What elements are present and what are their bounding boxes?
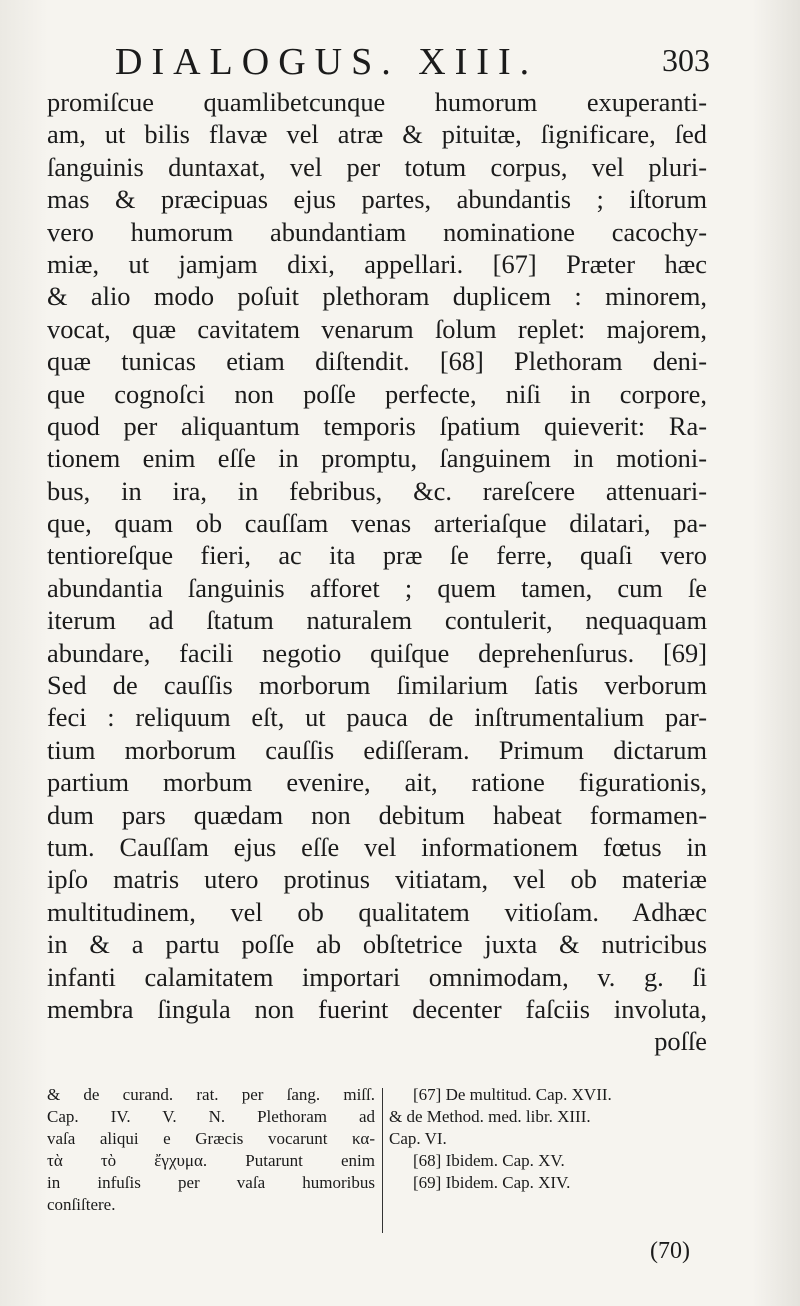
text-line: Sed de cauſſis morborum ſimilarium ſatis verborum bbox=[47, 670, 707, 701]
footnotes-right-column bbox=[389, 1084, 709, 1194]
text-line: que, quam ob cauſſam venas arteriaſque dilatari, pa- bbox=[47, 508, 707, 539]
footnote-line: Cap. IV. V. N. Plethoram ad bbox=[47, 1107, 375, 1126]
text-line: miæ, ut jamjam dixi, appellari. [67] Præter hæc bbox=[47, 248, 707, 279]
footnote-line: vaſa aliqui e Græcis vocarunt κα- bbox=[47, 1129, 375, 1148]
footnote-line: conſiſtere. bbox=[47, 1195, 116, 1214]
text-line: tentioreſque fieri, ac ita præ ſe ferre, quaſi vero bbox=[47, 540, 707, 571]
text-line: tionem enim eſſe in promptu, ſanguinem in motioni- bbox=[47, 443, 707, 474]
footnote-column-divider bbox=[382, 1088, 383, 1233]
text-line: & alio modo poſuit plethoram duplicem : minorem, bbox=[47, 281, 707, 312]
text-line: ipſo matris utero protinus vitiatam, vel ob materiæ bbox=[47, 864, 707, 895]
footnotes-left-column bbox=[47, 1084, 375, 1216]
footnote-line: [67] De multitud. Cap. XVII. bbox=[413, 1085, 612, 1104]
text-line: am, ut bilis flavæ vel atræ & pituitæ, ſignificare, ſed bbox=[47, 119, 707, 150]
text-line: que cognoſci non poſſe perfecte, niſi in corpore, bbox=[47, 378, 707, 409]
text-line: abundantia ſanguinis afforet ; quem tamen, cum ſe bbox=[47, 572, 707, 603]
text-line: iterum ad ſtatum naturalem contulerit, nequaquam bbox=[47, 605, 707, 636]
footnote-line: Cap. VI. bbox=[389, 1129, 447, 1148]
text-line: quod per aliquantum temporis ſpatium quieverit: Ra- bbox=[47, 410, 707, 441]
footnote-line: [68] Ibidem. Cap. XV. bbox=[413, 1151, 565, 1170]
text-line: in & a partu poſſe ab obſtetrice juxta & nutricibus bbox=[47, 929, 707, 960]
text-line: ſanguinis duntaxat, vel per totum corpus, vel pluri- bbox=[47, 151, 707, 182]
text-line: vocat, quæ cavitatem venarum ſolum replet: majorem, bbox=[47, 313, 707, 344]
text-line: promiſcue quamlibetcunque humorum exuperanti- bbox=[47, 87, 707, 117]
text-line: membra ſingula non fuerint decenter faſciis involuta, bbox=[47, 993, 707, 1024]
catchword: poſſe bbox=[654, 1026, 707, 1057]
text-line: abundare, facili negotio quiſque deprehenſurus. [69] bbox=[47, 637, 707, 668]
text-line: quæ tunicas etiam diſtendit. [68] Plethoram deni- bbox=[47, 346, 707, 377]
footnote-line: [69] Ibidem. Cap. XIV. bbox=[413, 1173, 571, 1192]
page-number: 303 bbox=[662, 42, 710, 78]
footnotes bbox=[47, 1084, 709, 1234]
running-head: DIALOGUS. XIII. bbox=[115, 41, 539, 83]
text-line: tum. Cauſſam ejus eſſe vel informationem fœtus in bbox=[47, 831, 707, 862]
footnote-line: & de Method. med. libr. XIII. bbox=[389, 1107, 591, 1126]
text-line: feci : reliquum eſt, ut pauca de inſtrumentalium par- bbox=[47, 702, 707, 733]
footnote-line: τὰ τὸ ἔγχυμα. Putarunt enim bbox=[47, 1151, 375, 1170]
signature-mark: (70) bbox=[650, 1238, 690, 1264]
text-line: tium morborum cauſſis ediſſeram. Primum dictarum bbox=[47, 734, 707, 765]
page-header bbox=[115, 40, 710, 90]
text-line: multitudinem, vel ob qualitatem vitioſam. Adhæc bbox=[47, 896, 707, 927]
footnote-line: & de curand. rat. per ſang. miſſ. bbox=[47, 1085, 375, 1104]
text-line: vero humorum abundantiam nominatione cacochy- bbox=[47, 216, 707, 247]
text-line: mas & præcipuas ejus partes, abundantis ; iſtorum bbox=[47, 184, 707, 215]
body-text bbox=[47, 86, 707, 1058]
text-line: partium morbum evenire, ait, ratione figurationis, bbox=[47, 767, 707, 798]
text-line: dum pars quædam non debitum habeat formamen- bbox=[47, 799, 707, 830]
text-line: bus, in ira, in febribus, &c. rareſcere attenuari- bbox=[47, 475, 707, 506]
footnote-line: in infuſis per vaſa humoribus bbox=[47, 1173, 375, 1192]
text-line: infanti calamitatem importari omnimodam, v. g. ſi bbox=[47, 961, 707, 992]
